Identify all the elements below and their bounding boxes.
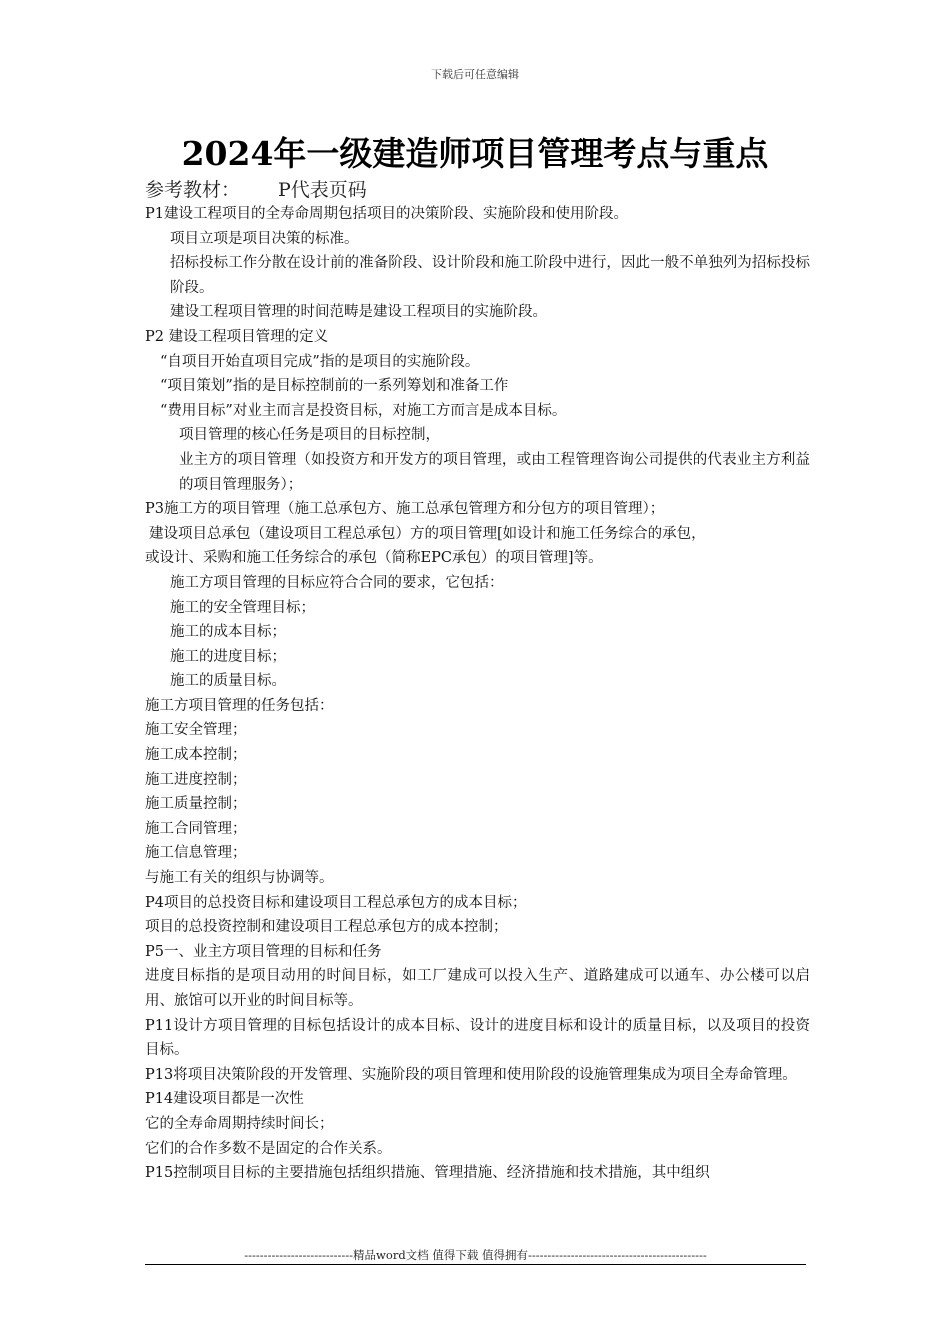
paragraph: “项目策划”指的是目标控制前的一系列筹划和准备工作 bbox=[160, 378, 509, 395]
paragraph: “自项目开始直项目完成”指的是项目的实施阶段。 bbox=[160, 353, 480, 370]
page-footer: ----------------------------精品word文档 值得下载 值得拥有---------------------------------------------- bbox=[244, 1248, 707, 1262]
paragraph: 进度目标指的是项目动用的时间目标，如工厂建成可以投入生产、道路建成可以通车、办公楼可以启用、旅馆可以开业的时间目标等。 bbox=[145, 968, 810, 1009]
footer-divider bbox=[145, 1264, 806, 1265]
page-header: 下载后可任意编辑 bbox=[431, 68, 519, 81]
list-item: 施工安全管理； bbox=[145, 722, 247, 739]
list-item: 施工信息管理； bbox=[145, 845, 247, 862]
paragraph: “费用目标”对业主而言是投资目标，对施工方而言是成本目标。 bbox=[160, 402, 567, 419]
paragraph: P3施工方的项目管理（施工总承包方、施工总承包管理方和分包方的项目管理）； bbox=[145, 501, 665, 518]
list-item: 施工的进度目标； bbox=[170, 648, 286, 665]
paragraph: 建设项目总承包（建设项目工程总承包）方的项目管理[如设计和施工任务综合的承包， bbox=[149, 525, 706, 542]
document-subtitle bbox=[145, 175, 367, 202]
paragraph: 或设计、采购和施工任务综合的承包（简称EPC承包）的项目管理]等。 bbox=[145, 550, 603, 567]
paragraph: 项目管理的核心任务是项目的目标控制， bbox=[179, 427, 440, 444]
paragraph: P5一、业主方项目管理的目标和任务 bbox=[145, 943, 382, 960]
list-item: 施工成本控制； bbox=[145, 747, 247, 764]
paragraph: 建设工程项目管理的时间范畴是建设工程项目的实施阶段。 bbox=[170, 304, 547, 321]
list-item: 施工的质量目标。 bbox=[170, 673, 286, 690]
paragraph: P4项目的总投资目标和建设项目工程总承包方的成本目标； bbox=[145, 894, 527, 911]
document-title: 2024年一级建造师项目管理考点与重点 bbox=[181, 134, 769, 173]
paragraph: P13将项目决策阶段的开发管理、实施阶段的项目管理和使用阶段的设施管理集成为项目全寿命管理。 bbox=[145, 1066, 797, 1083]
paragraph: 施工方项目管理的任务包括： bbox=[145, 697, 334, 714]
list-item: 施工的成本目标； bbox=[170, 624, 286, 641]
list-item: 施工进度控制； bbox=[145, 771, 247, 788]
list-item: 施工的安全管理目标； bbox=[170, 599, 315, 616]
subtitle-reference-label: 参考教材： bbox=[145, 179, 241, 201]
paragraph: 招标投标工作分散在设计前的准备阶段、设计阶段和施工阶段中进行，因此一般不单独列为招标投标阶段。 bbox=[170, 255, 810, 296]
paragraph: 项目的总投资控制和建设项目工程总承包方的成本控制； bbox=[145, 919, 508, 936]
document-body bbox=[145, 202, 810, 1186]
list-item: 施工合同管理； bbox=[145, 820, 247, 837]
paragraph: 项目立项是项目决策的标准。 bbox=[170, 230, 359, 247]
subtitle-page-note: P代表页码 bbox=[278, 179, 367, 201]
paragraph: 它们的合作多数不是固定的合作关系。 bbox=[145, 1140, 392, 1157]
list-item: 与施工有关的组织与协调等。 bbox=[145, 870, 334, 887]
paragraph: P14建设项目都是一次性 bbox=[145, 1091, 304, 1108]
paragraph: P15控制项目目标的主要措施包括组织措施、管理措施、经济措施和技术措施，其中组织 bbox=[145, 1165, 710, 1182]
paragraph: P2 建设工程项目管理的定义 bbox=[145, 328, 329, 345]
list-item: 施工质量控制； bbox=[145, 796, 247, 813]
paragraph: 施工方项目管理的目标应符合合同的要求，它包括： bbox=[170, 574, 504, 591]
paragraph: 它的全寿命周期持续时间长； bbox=[145, 1115, 334, 1132]
paragraph: P1建设工程项目的全寿命周期包括项目的决策阶段、实施阶段和使用阶段。 bbox=[145, 206, 628, 222]
paragraph: P11设计方项目管理的目标包括设计的成本目标、设计的进度目标和设计的质量目标，以及项目的投资目标。 bbox=[145, 1017, 810, 1059]
paragraph: 业主方的项目管理（如投资方和开发方的项目管理，或由工程管理咨询公司提供的代表业主方利益的项目管理服务）； bbox=[179, 451, 810, 493]
